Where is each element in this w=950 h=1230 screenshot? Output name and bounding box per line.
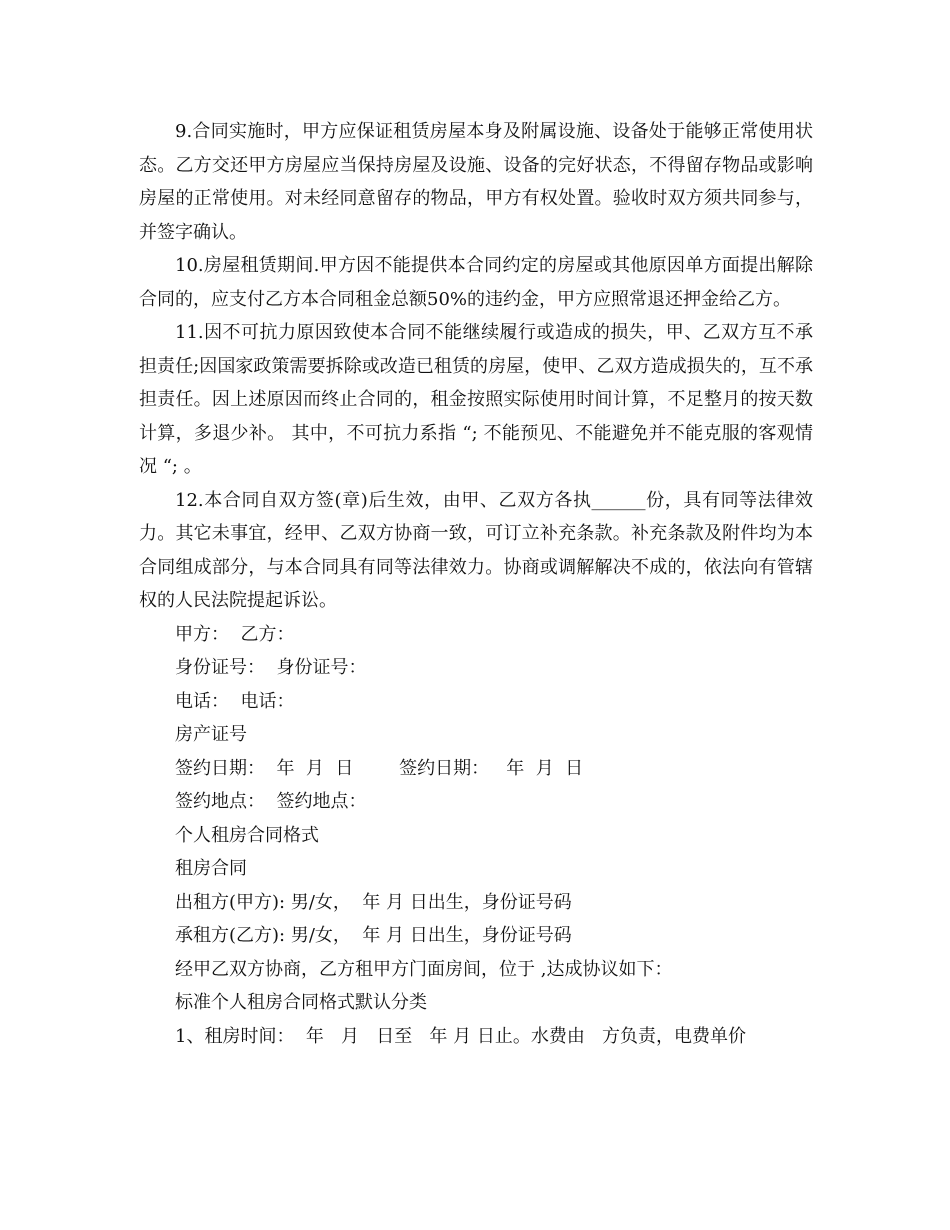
section-heading: 个人租房合同格式 [175, 824, 319, 846]
party-line: 甲方： 乙方： [175, 623, 295, 645]
signing-date-line: 签约日期： 年 月 日 签约日期： 年 月 日 [175, 757, 584, 779]
agreement-intro-line: 经甲乙双方协商，乙方租甲方门面房间，位于 ,达成协议如下： [175, 958, 673, 980]
id-number-line: 身份证号： 身份证号： [175, 657, 367, 678]
clause-9: 9.合同实施时，甲方应保证租赁房屋本身及附属设施、设备处于能够正常使用状态。乙方交还甲方房屋应当保持房屋及设施、设备的完好状态，不得留存物品或影响房屋的正常使用。对未经同意留存的物品，甲方有权处置。验收时双方须共同参与，并签字确认。 [139, 121, 813, 243]
clause-12: 12.本合同自双方签(章)后生效，由甲、乙双方各执______份，具有同等法律效力。其它未事宜，经甲、乙双方协商一致，可订立补充条款。补充条款及附件均为本合同组成部分，与本合同具有同等法律效力。协商或调解解决不成的，依法向有管辖权的人民法院提起诉讼。 [139, 489, 813, 611]
document-body [139, 115, 813, 1053]
property-certificate-line: 房产证号 [175, 724, 247, 745]
contract-title: 租房合同 [175, 858, 247, 879]
clause-11: 11.因不可抗力原因致使本合同不能继续履行或造成的损失，甲、乙双方互不承担责任;因国家政策需要拆除或改造已租赁的房屋，使甲、乙双方造成损失的，互不承担责任。因上述原因而终止合同的，租金按照实际使用时间计算，不足整月的按天数计算，多退少补。 其中，不可抗力系指 “; 不能预见、不能避免并不能克服的客观情况 “; 。 [139, 322, 813, 477]
lessee-line: 承租方(乙方): 男/女， 年 月 日出生，身份证号码 [175, 925, 572, 946]
category-line: 标准个人租房合同格式默认分类 [175, 992, 427, 1013]
rental-period-line: 1、租房时间： 年 月 日至 年 月 日止。水费由 方负责，电费单价 [175, 1025, 746, 1047]
lessor-line: 出租方(甲方): 男/女， 年 月 日出生，身份证号码 [175, 891, 572, 913]
signing-place-line: 签约地点： 签约地点： [175, 791, 367, 812]
phone-line: 电话： 电话： [175, 690, 295, 712]
clause-10: 10.房屋租赁期间.甲方因不能提供本合同约定的房屋或其他原因单方面提出解除合同的，应支付乙方本合同租金总额50%的违约金，甲方应照常退还押金给乙方。 [139, 255, 813, 310]
